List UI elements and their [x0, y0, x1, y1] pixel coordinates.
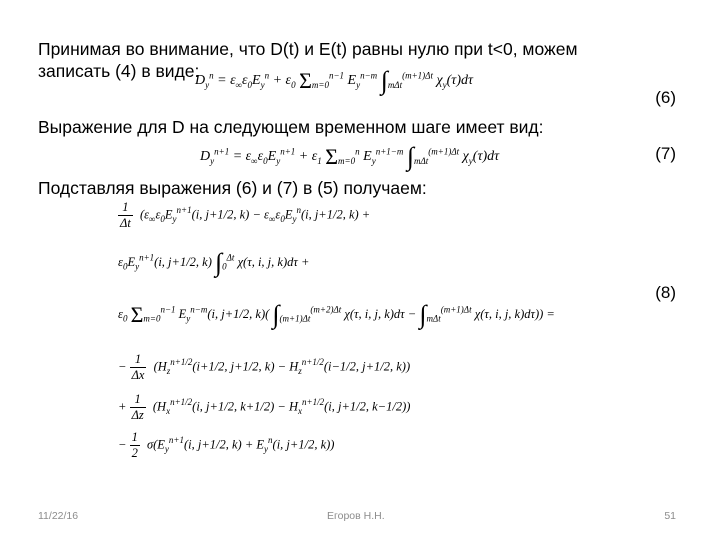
formula-7: $D_y^{n+1} = \varepsilon_\infty\varepsilon_0E_y^{n+1} + \varepsilon_1$ $\Sigma_{m=0}^n$ $E_y^{n+1-m}$ $\int_{m\Delta t}^{(m+1)\Delta t}$ $\chi_y(\tau)d\tau$: [200, 142, 500, 171]
footer-page-number: 51: [664, 510, 676, 522]
intro-line-2: записать (4) в виде:: [38, 61, 200, 81]
para-3: Подставляя выражения (6) и (7) в (5) получаем:: [38, 178, 427, 198]
formula-8-line-4: − $\frac{1}{\Delta x}$ ($H_z^{n+1/2}(i+1/2$, j+1/2, $k) - H_z^{n+1/2}(i-1/2$, j+1/2, k)): [118, 352, 411, 382]
eq-number-8: (8): [655, 283, 676, 302]
formula-8-line-2: $\varepsilon_0E_y^{n+1}(i$, j+1/2, k) $\int_0^{\Delta t}$ χ(τ, i, j, k)dτ +: [118, 248, 310, 277]
formula-8-line-6: − $\frac{1}{2}$ $\sigma(E_y^{n+1}(i$, j+1/2, $k) + E_y^n(i$, j+1/2, k)): [118, 430, 335, 460]
formula-6: $D_y^n = \varepsilon_\infty\varepsilon_0E_y^n + \varepsilon_0$ $\Sigma_{m=0}^{n-1}$ $E_y^{n-m}$ $\int_{m\Delta t}^{(m+1)\Delta t}$ $\chi_y(\tau)d\tau$: [195, 66, 473, 95]
intro-line-1: Принимая во внимание, что D(t) и E(t) равны нулю при t<0, можем: [38, 39, 578, 59]
formula-8-line-5: + $\frac{1}{\Delta z}$ ($H_x^{n+1/2}(i$, j+1/2, $k+1/2) - H_x^{n+1/2}(i$, j+1/2, k−1/2)): [118, 392, 411, 422]
eq-number-6: (6): [655, 88, 676, 107]
eq-number-7: (7): [655, 144, 676, 163]
footer-date: 11/22/16: [38, 510, 79, 522]
para-2: Выражение для D на следующем временном шаге имеет вид:: [38, 117, 544, 137]
formula-8-line-1: $\frac{1}{\Delta t}$ ($\varepsilon_\infty\varepsilon_0E_y^{n+1}(i$, j+1/2, $k) - \varepsilon_\infty\varepsilon_0E_y^n(i$, j+1/2, k) +: [120, 200, 371, 230]
formula-8-line-3: $\varepsilon_0$ $\Sigma_{m=0}^{n-1}$ $E_y^{n-m}(i$, j+1/2, k)( $\int_{(m+1)\Delta t}^{(m+2)\Delta t}$ χ(τ, i, j, $k)d\tau - \int_{m\Delta t}^{(m+1)\Delta t}$ χ(τ, i, j, k)dτ)) =: [118, 300, 555, 329]
footer-author: Егоров Н.Н.: [327, 510, 385, 522]
